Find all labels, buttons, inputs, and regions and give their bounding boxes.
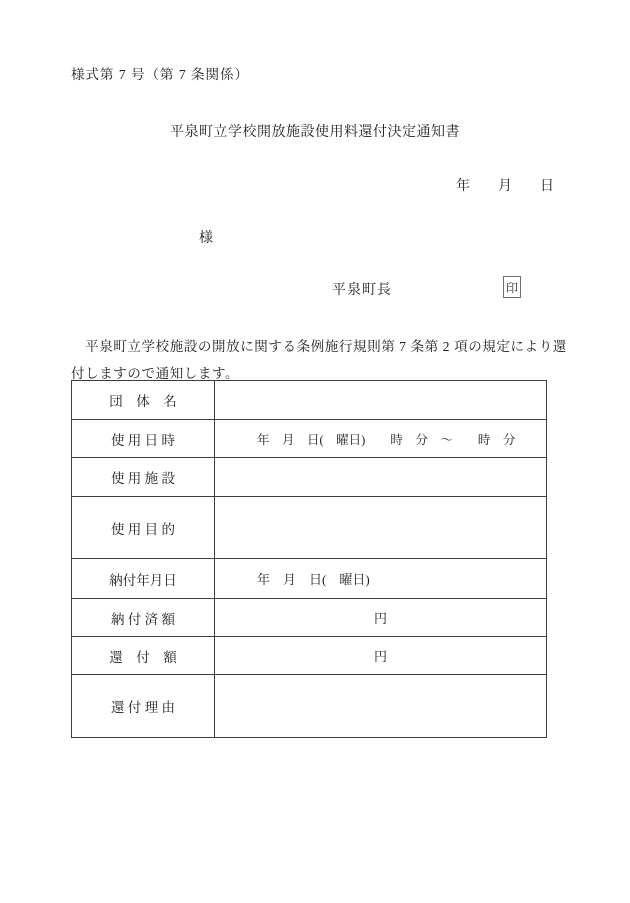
table-row-usage-datetime [72,419,546,457]
row-value [215,675,546,737]
addressee-honorific: 様 [199,231,213,246]
table-row-payment-date [72,558,546,598]
table-row-refund-amount [72,636,546,674]
sender-title: 平泉町長 [332,283,392,298]
row-label: 使 用 日 時 [72,420,215,457]
row-value: 年 月 日( 曜日) 時 分 ～ 時 分 [257,432,516,447]
table-row-refund-reason [72,674,546,737]
body-paragraph [71,333,567,387]
table-row-usage-purpose [72,496,546,558]
row-label: 納付年月日 [72,559,215,598]
body-line-1: 平泉町立学校施設の開放に関する条例施行規則第 7 条第 2 項の規定により還 [71,339,567,354]
row-label: 団 体 名 [72,381,215,419]
issue-date-line: 年 月 日 [456,179,554,194]
row-value: 円 [373,649,387,664]
table-row-usage-facility [72,457,546,496]
document-title: 平泉町立学校開放施設使用料還付決定通知書 [170,125,460,140]
row-label: 使 用 施 設 [72,458,215,496]
row-value: 年 月 日( 曜日) [257,572,370,587]
row-label: 還 付 理 由 [72,675,215,737]
table-row-paid-amount [72,598,546,636]
table-row-group-name [72,381,546,419]
row-value [215,458,546,496]
body-line-2: 付しますので通知します。 [71,366,240,381]
row-label: 納 付 済 額 [72,599,215,636]
row-value: 円 [373,611,387,626]
refund-table [71,380,547,738]
row-label: 還 付 額 [72,637,215,674]
row-label: 使 用 目 的 [72,497,215,558]
form-number: 様式第 7 号（第 7 条関係） [71,67,249,82]
row-value [215,497,546,558]
seal-stamp: 印 [503,276,521,298]
row-value [215,381,546,419]
